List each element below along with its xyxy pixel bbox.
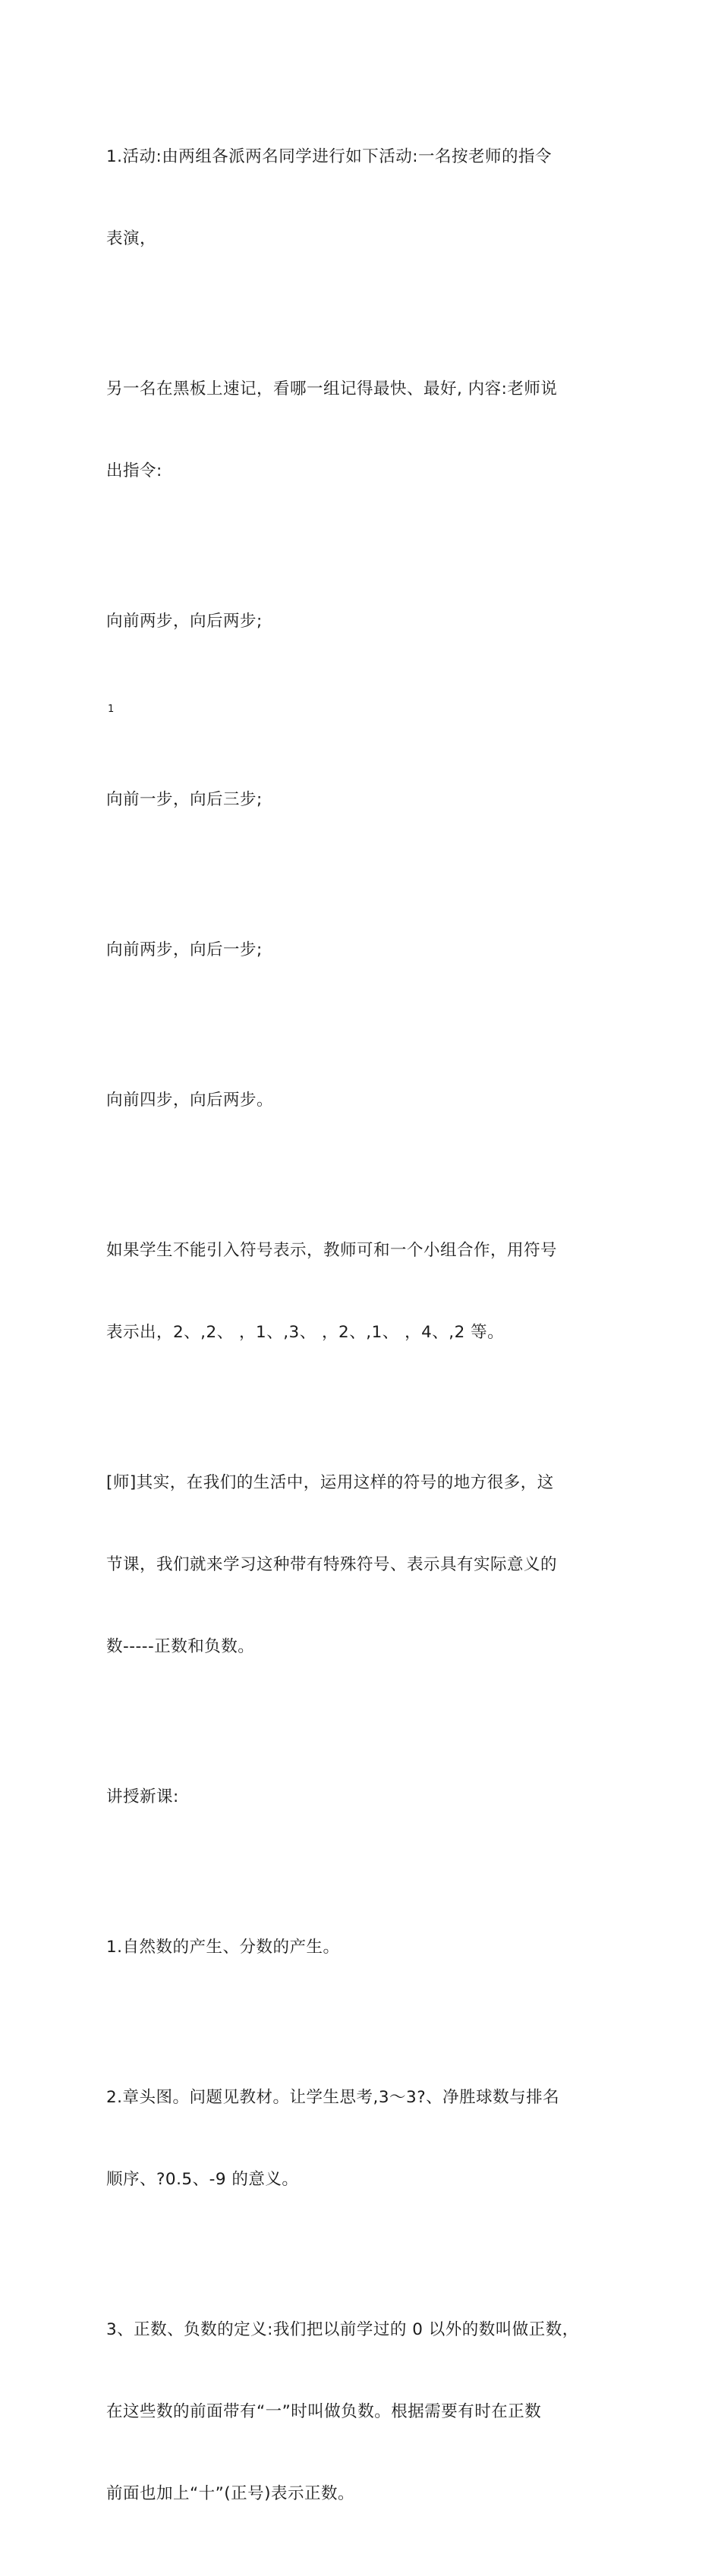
paragraph-instruction-3 [106,882,622,1019]
text-line: 节课，我们就来学习这种带有特殊符号、表示具有实际意义的 [106,1555,558,1574]
paragraph-instruction-4 [106,1032,622,1169]
text-line: 数-----正数和负数。 [106,1637,255,1656]
text-line: 前面也加上“十”(正号)表示正数。 [106,2484,355,2503]
text-line: 2.章头图。问题见教材。让学生思考,3～3?、净胜球数与排名 [106,2088,560,2107]
paragraph-record [106,321,622,540]
text-line: 向前两步，向后两步; [106,612,263,631]
page-number: 1 [108,704,115,715]
paragraph-natural-numbers [106,1879,622,2016]
text-line: 向前两步，向后一步; [106,940,263,959]
paragraph-teacher [106,1415,622,1715]
paragraph-instruction-1 [106,553,622,690]
text-line: 在这些数的前面带有“一”时叫做负数。根据需要有时在正数 [106,2402,542,2421]
text-line: 1.自然数的产生、分数的产生。 [106,1938,340,1957]
text-line: 表示出，2、,2、 ，1、,3、 ，2、,1、 ，4、,2 等。 [106,1323,505,1342]
paragraph-activity [106,89,622,307]
paragraph-chapter-image [106,2030,622,2248]
text-line: 讲授新课: [106,1787,179,1806]
paragraph-definition [106,2262,622,2562]
text-line: 1.活动:由两组各派两名同学进行如下活动:一名按老师的指令 [106,147,553,166]
document-body [106,89,622,2576]
text-line: 如果学生不能引入符号表示，教师可和一个小组合作，用符号 [106,1241,558,1260]
text-line: 表演， [106,229,157,248]
text-line: 向前四步，向后两步。 [106,1091,274,1110]
text-line: 3、正数、负数的定义:我们把以前学过的 0 以外的数叫做正数， [106,2320,579,2339]
text-line: 另一名在黑板上速记，看哪一组记得最快、最好, 内容:老师说 [106,379,558,398]
paragraph-instruction-2 [106,732,622,868]
text-line: [师]其实，在我们的生活中，运用这样的符号的地方很多，这 [106,1473,554,1492]
section-heading-new-lesson [106,1729,622,1866]
paragraph-symbols [106,1183,622,1401]
text-line: 出指令: [106,461,162,480]
text-line: 向前一步，向后三步; [106,790,263,809]
text-line: 顺序、?0.5、-9 的意义。 [106,2170,299,2189]
